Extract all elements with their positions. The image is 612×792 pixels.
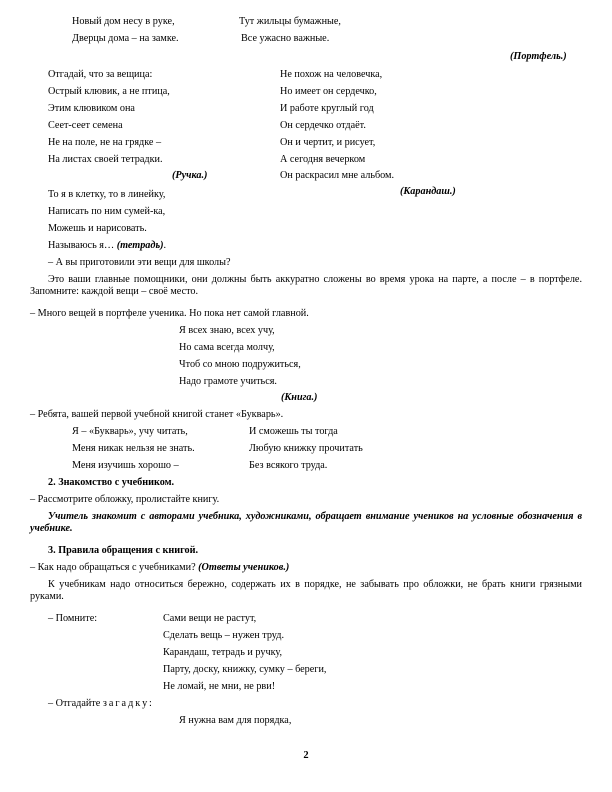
poem-line: Дверцы дома – на замке. [72, 33, 179, 44]
riddle-line: Сеет-сеет семена [48, 120, 123, 131]
riddle-answer: (Карандаш.) [400, 186, 456, 197]
section-heading: 3. Правила обращения с книгой. [48, 545, 199, 556]
section-heading: 2. Знакомство с учебником. [48, 477, 175, 488]
paragraph: – Много вещей в портфеле ученика. Но пока нет самой главной. [30, 308, 309, 319]
riddle-line: Он сердечко отдаёт. [280, 120, 366, 131]
riddle-line: И работе круглый год [280, 103, 374, 114]
poem-line: Все ужасно важные. [241, 33, 330, 44]
poem-line: Меня никак нельзя не знать. [72, 443, 195, 454]
riddle-line: Но имеет он сердечко, [280, 86, 377, 97]
riddle-line: Не похож на человечка, [280, 69, 383, 80]
question-line [30, 562, 289, 574]
riddle-line: Он и чертит, и рисует, [280, 137, 376, 148]
riddle-line: Отгадай, что за вещица: [48, 69, 153, 80]
riddle-line: На листах своей тетрадки. [48, 154, 163, 165]
punctuation: . [163, 240, 167, 251]
paragraph: – Рассмотрите обложку, пролистайте книгу. [30, 494, 220, 505]
riddle-line: Острый клювик, а не птица, [48, 86, 170, 97]
riddle-line: Написать по ним сумей-ка, [48, 206, 166, 217]
riddle-answer: (Портфель.) [510, 51, 567, 62]
guess-line [48, 698, 154, 710]
page-number: 2 [303, 750, 309, 761]
poem-line: Сделать вещь – нужен труд. [163, 630, 284, 641]
question-text: – А вы приготовили эти вещи для школы? [48, 257, 231, 268]
poem-line: Карандаш, тетрадь и ручку, [163, 647, 283, 658]
paragraph: Это ваши главные помощники, они должны быть аккуратно сложены во время урока на парте, а после – в портфеле. Запомните: каждой вещи – своё место. [30, 274, 582, 297]
teacher-note: Учитель знакомит с авторами учебника, художниками, обращает внимание учеников на условные обозначения в учебнике. [30, 511, 582, 534]
poem-line: Не ломай, не мни, не рви! [163, 681, 276, 692]
question-text: – Как надо обращаться с учебниками? [30, 562, 199, 573]
riddle-answer: (Книга.) [281, 392, 318, 403]
poem-line: Любую книжку прочитать [249, 443, 363, 454]
paragraph: К учебникам надо относиться бережно, содержать их в порядке, не забывать про обложки, не брать книги грязными руками. [30, 579, 582, 602]
riddle-line: Не на поле, не на грядке – [48, 137, 162, 148]
riddle-line: Можешь и нарисовать. [48, 223, 147, 234]
riddle-last-line [48, 240, 166, 252]
guess-prefix: – Отгадайте [48, 698, 103, 709]
answer-note: (Ответы учеников.) [198, 562, 290, 573]
riddle-answer: (Ручка.) [172, 170, 208, 181]
riddle-line: Я всех знаю, всех учу, [179, 325, 275, 336]
riddle-line: А сегодня вечерком [280, 154, 366, 165]
poem-line: Без всякого труда. [249, 460, 328, 471]
poem-line: Сами вещи не растут, [163, 613, 257, 624]
riddle-line: Он раскрасил мне альбом. [280, 170, 395, 181]
riddle-line: То я в клетку, то в линейку, [48, 189, 166, 200]
remember-label: – Помните: [48, 613, 98, 624]
paragraph: – Ребята, вашей первой учебной книгой станет «Букварь». [30, 409, 284, 420]
riddle-answer: (тетрадь) [116, 240, 164, 251]
riddle-line: Этим клювиком она [48, 103, 135, 114]
poem-line: Меня изучишь хорошо – [72, 460, 179, 471]
riddle-line: Надо грамоте учиться. [179, 376, 277, 387]
poem-line: Тут жильцы бумажные, [239, 16, 341, 27]
poem-line: И сможешь ты тогда [249, 426, 338, 437]
riddle-line: Но сама всегда молчу, [179, 342, 275, 353]
guess-word: загадку: [102, 698, 154, 709]
riddle-line: Называюсь я… [48, 240, 117, 251]
poem-line: Я – «Букварь», учу читать, [72, 426, 188, 437]
poem-line: Парту, доску, книжку, сумку – береги, [163, 664, 327, 675]
riddle-line: Чтоб со мною подружиться, [179, 359, 301, 370]
poem-line: Новый дом несу в руке, [72, 16, 175, 27]
poem-line: Я нужна вам для порядка, [179, 715, 292, 726]
